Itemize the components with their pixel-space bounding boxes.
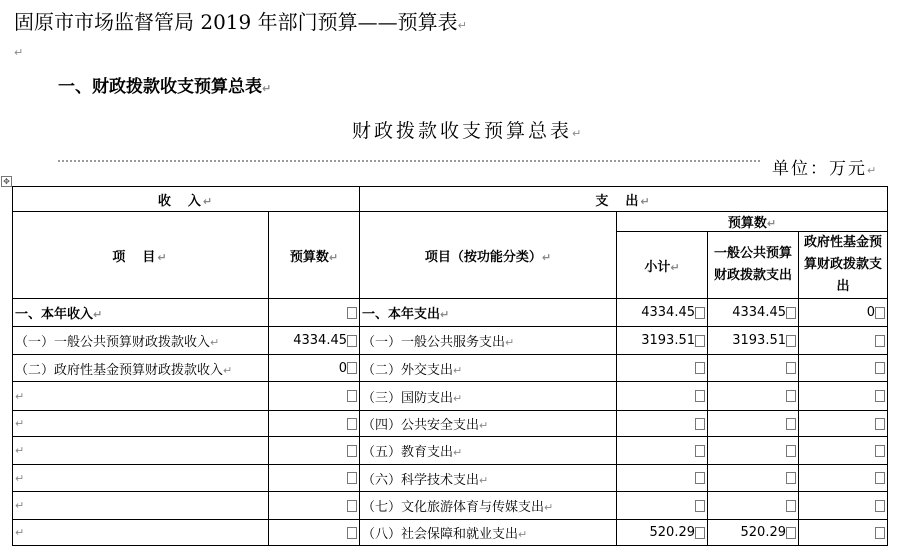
income-amount-cell: 4334.45 [269, 327, 360, 355]
income-item-cell: ↵ [13, 520, 269, 546]
table-row [13, 411, 888, 437]
table-row [13, 437, 888, 465]
unit-label: 单位：万元↵ [772, 159, 879, 179]
subtotal-cell [617, 355, 708, 382]
header-row-2 [13, 212, 888, 232]
expense-item-cell: （二）外交支出↵ [360, 355, 617, 382]
general-budget-cell [708, 437, 799, 465]
income-amount-cell [269, 299, 360, 327]
section-title: 一、财政拨款收支预算总表↵ [58, 77, 272, 97]
subtotal-cell: 520.29 [617, 520, 708, 546]
header-gov-fund: 政府性基金预算财政拨款支出 [799, 232, 888, 299]
header-row-1 [13, 187, 888, 212]
subtotal-cell [617, 411, 708, 437]
gov-fund-cell [799, 411, 888, 437]
subtotal-cell [617, 465, 708, 492]
header-budget-group: 预算数↵ [617, 212, 888, 232]
income-amount-cell [269, 492, 360, 520]
income-item-cell: ↵ [13, 492, 269, 520]
income-amount-cell [269, 465, 360, 492]
header-expense: 支 出↵ [360, 187, 888, 212]
table-row [13, 465, 888, 492]
income-amount-cell [269, 411, 360, 437]
subtotal-cell [617, 382, 708, 411]
subtotal-cell: 4334.45 [617, 299, 708, 327]
header-func-item: 项目（按功能分类）↵ [360, 212, 617, 299]
income-amount-cell [269, 520, 360, 546]
expense-item-cell: （六）科学技术支出↵ [360, 465, 617, 492]
expense-item-cell: （四）公共安全支出↵ [360, 411, 617, 437]
gov-fund-cell [799, 327, 888, 355]
paragraph-mark: ↵ [14, 46, 24, 59]
general-budget-cell: 4334.45 [708, 299, 799, 327]
expense-item-cell: （七）文化旅游体育与传媒支出↵ [360, 492, 617, 520]
income-item-cell: 一、本年收入↵ [13, 299, 269, 327]
general-budget-cell [708, 492, 799, 520]
general-budget-cell: 520.29 [708, 520, 799, 546]
header-income: 收 入↵ [13, 187, 360, 212]
gov-fund-cell [799, 355, 888, 382]
expense-item-cell: （一）一般公共服务支出↵ [360, 327, 617, 355]
table-row [13, 299, 888, 327]
general-budget-cell [708, 411, 799, 437]
income-item-cell: （一）一般公共预算财政拨款收入↵ [13, 327, 269, 355]
table-row [13, 327, 888, 355]
table-row [13, 382, 888, 411]
income-item-cell: ↵ [13, 465, 269, 492]
subtotal-cell [617, 437, 708, 465]
budget-table [12, 186, 888, 546]
gov-fund-cell [799, 437, 888, 465]
table-row [13, 520, 888, 546]
table-row [13, 492, 888, 520]
gov-fund-cell [799, 492, 888, 520]
expense-item-cell: 一、本年支出↵ [360, 299, 617, 327]
general-budget-cell [708, 355, 799, 382]
header-item: 项 目↵ [13, 212, 269, 299]
income-item-cell: ↵ [13, 382, 269, 411]
general-budget-cell: 3193.51 [708, 327, 799, 355]
income-item-cell: ↵ [13, 411, 269, 437]
table-move-handle-icon[interactable]: ✥ [1, 176, 12, 187]
gov-fund-cell [799, 465, 888, 492]
document-title: 固原市市场监督管局 2019 年部门预算——预算表↵ [14, 10, 467, 34]
expense-item-cell: （五）教育支出↵ [360, 437, 617, 465]
subtotal-cell: 3193.51 [617, 327, 708, 355]
header-subtotal: 小计↵ [617, 232, 708, 299]
expense-item-cell: （三）国防支出↵ [360, 382, 617, 411]
income-item-cell: ↵ [13, 437, 269, 465]
header-general-budget: 一般公共预算财政拨款支出 [708, 232, 799, 299]
income-amount-cell [269, 437, 360, 465]
dotted-leader [58, 160, 760, 162]
subtotal-cell [617, 492, 708, 520]
gov-fund-cell [799, 520, 888, 546]
table-title: 财政拨款收支预算总表↵ [352, 120, 585, 142]
gov-fund-cell [799, 382, 888, 411]
income-amount-cell: 0 [269, 355, 360, 382]
income-amount-cell [269, 382, 360, 411]
table-row [13, 355, 888, 382]
header-budget: 预算数↵ [269, 212, 360, 299]
expense-item-cell: （八）社会保障和就业支出↵ [360, 520, 617, 546]
general-budget-cell [708, 382, 799, 411]
gov-fund-cell: 0 [799, 299, 888, 327]
general-budget-cell [708, 465, 799, 492]
income-item-cell: （二）政府性基金预算财政拨款收入↵ [13, 355, 269, 382]
